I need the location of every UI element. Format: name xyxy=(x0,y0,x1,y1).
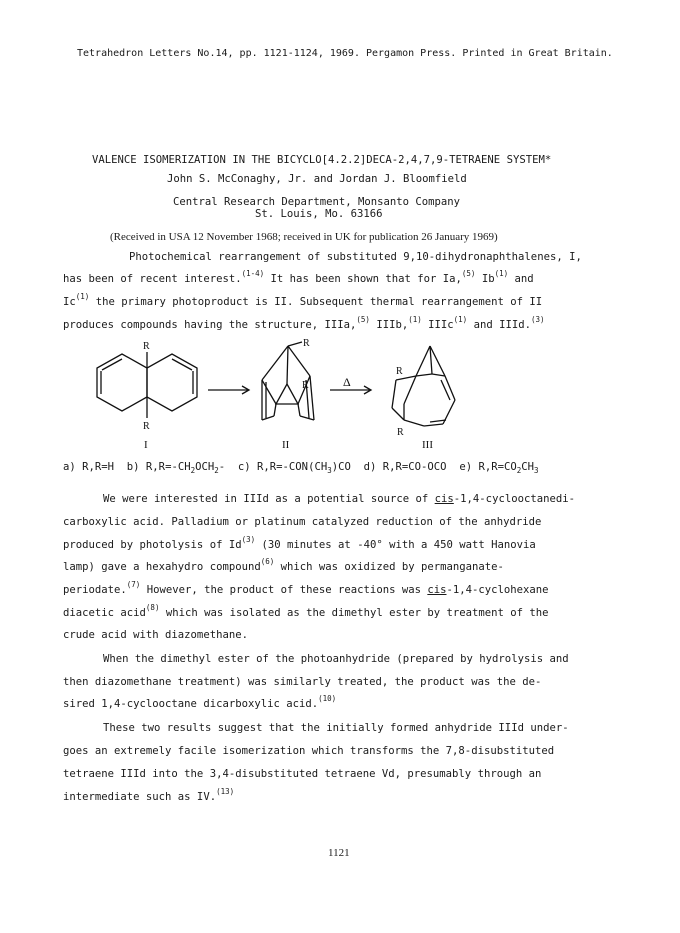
text: OCH xyxy=(195,461,215,473)
reference: (1-4) xyxy=(241,269,265,278)
para3-line3 xyxy=(63,694,337,711)
reaction-arrow-1 xyxy=(208,386,249,394)
para4-line4 xyxy=(63,787,235,804)
italic-term: cis xyxy=(427,584,447,596)
subscript: 2 xyxy=(516,466,522,475)
running-header: Tetrahedron Letters No.14, pp. 1121-1124, 1969. Pergamon Press. Printed in Great Britain. xyxy=(77,48,613,59)
reference: (5) xyxy=(356,315,370,324)
text: CH xyxy=(521,461,534,473)
para2-line7: crude acid with diazomethane. xyxy=(63,629,248,641)
text: sired 1,4-cyclooctane dicarboxylic acid. xyxy=(63,698,319,710)
reference: (1) xyxy=(408,315,422,324)
para4-line1: These two results suggest that the initially formed anhydride IIId under- xyxy=(103,722,569,734)
text: produces compounds having the structure, IIIa, xyxy=(63,319,357,331)
text: -1,4-cyclohexane xyxy=(446,584,549,596)
text: and IIId. xyxy=(467,319,531,331)
text: periodate. xyxy=(63,584,127,596)
substituent-label: R xyxy=(302,380,309,391)
reference: (1) xyxy=(453,315,468,324)
substituent-label: R xyxy=(397,427,404,438)
reference: (13) xyxy=(216,787,235,796)
text: diacetic acid xyxy=(63,607,146,619)
reaction-scheme xyxy=(0,338,680,458)
para2-line2: carboxylic acid. Palladium or platinum catalyzed reduction of the anhydride xyxy=(63,516,542,528)
received-dates: (Received in USA 12 November 1968; received in UK for publication 26 January 1969) xyxy=(110,231,498,243)
compound-label-III: III xyxy=(422,439,433,451)
text: c) R,R=-CON(CH xyxy=(237,461,328,473)
text: We were interested in IIId as a potential source of xyxy=(103,493,435,505)
reference: (7) xyxy=(126,580,141,589)
article-title: VALENCE ISOMERIZATION IN THE BICYCLO[4.2.2]DECA-2,4,7,9-TETRAENE SYSTEM* xyxy=(92,154,552,166)
reference: (5) xyxy=(461,269,476,278)
text: has been of recent interest. xyxy=(63,273,242,285)
para1-line3 xyxy=(63,292,543,309)
heat-symbol: Δ xyxy=(343,375,351,389)
reference: (10) xyxy=(318,694,337,703)
reference: (6) xyxy=(260,557,275,566)
page-number: 1121 xyxy=(328,847,350,859)
subscript: 3 xyxy=(327,466,332,475)
para4-line3: tetraene IIId into the 3,4-disubstituted tetraene Vd, presumably through an xyxy=(63,768,542,780)
compound-label-II: II xyxy=(282,439,290,451)
text: IIIc xyxy=(421,319,454,331)
text: which was isolated as the dimethyl ester by treatment of the xyxy=(159,607,549,619)
text: and xyxy=(508,273,534,285)
reference: (1) xyxy=(75,292,90,301)
sub-c xyxy=(238,461,351,473)
text: )CO xyxy=(331,461,351,473)
reference: (1) xyxy=(494,269,509,278)
text: produced by photolysis of Id xyxy=(63,539,242,551)
sub-b xyxy=(127,461,225,473)
substituent-label: R xyxy=(303,338,310,349)
text: (30 minutes at -40° with a 450 watt Hanovia xyxy=(255,539,536,551)
sub-e xyxy=(459,461,538,473)
text: e) R,R=CO xyxy=(459,461,517,473)
italic-term: cis xyxy=(434,493,454,505)
reference: (3) xyxy=(241,535,256,544)
text: the primary photoproduct is II. Subsequent thermal rearrangement of II xyxy=(89,296,543,308)
para1-line2 xyxy=(63,269,534,286)
substituent-label: R xyxy=(143,421,150,432)
text: b) R,R=-CH xyxy=(126,461,191,473)
affiliation-line-1: Central Research Department, Monsanto Company xyxy=(173,196,461,208)
sub-a: a) R,R=H xyxy=(63,461,115,473)
reference: (3) xyxy=(530,315,545,324)
compound-III-structure xyxy=(392,346,455,426)
text: It has been shown that for Ia, xyxy=(264,273,462,285)
para3-line1: When the dimethyl ester of the photoanhydride (prepared by hydrolysis and xyxy=(103,653,569,665)
subscript: 2 xyxy=(214,466,219,475)
compound-I-structure xyxy=(97,352,197,418)
para1-line4 xyxy=(63,315,545,332)
para2-line4 xyxy=(63,557,504,574)
text: IIIb, xyxy=(369,319,409,331)
para2-line5 xyxy=(63,580,549,597)
subscript: 3 xyxy=(534,466,539,475)
substituent-label: R xyxy=(396,366,403,377)
substituent-key xyxy=(63,460,539,474)
text: intermediate such as IV. xyxy=(63,791,217,803)
reference: (8) xyxy=(145,603,160,612)
text: -1,4-cyclooctanedi- xyxy=(453,493,575,505)
para2-line3 xyxy=(63,535,536,552)
para4-line2: goes an extremely facile isomerization which transforms the 7,8-disubstituted xyxy=(63,745,555,757)
text: However, the product of these reactions was xyxy=(140,584,428,596)
text: - xyxy=(218,461,226,473)
text: Ic xyxy=(63,296,76,308)
text: which was oxidized by permanganate- xyxy=(274,561,504,573)
compound-label-I: I xyxy=(144,439,148,451)
text: Ib xyxy=(475,273,495,285)
substituent-label: R xyxy=(143,341,150,352)
sub-d: d) R,R=CO-OCO xyxy=(363,461,447,473)
para3-line2: then diazomethane treatment) was similarly treated, the product was the de- xyxy=(63,676,542,688)
affiliation-line-2: St. Louis, Mo. 63166 xyxy=(255,208,383,220)
text: lamp) gave a hexahydro compound xyxy=(63,561,261,573)
para1-line1: Photochemical rearrangement of substituted 9,10-dihydronaphthalenes, I, xyxy=(129,251,582,263)
authors: John S. McConaghy, Jr. and Jordan J. Bloomfield xyxy=(167,173,467,185)
para2-line6 xyxy=(63,603,549,620)
subscript: 2 xyxy=(190,466,196,475)
para2-line1 xyxy=(103,492,575,506)
